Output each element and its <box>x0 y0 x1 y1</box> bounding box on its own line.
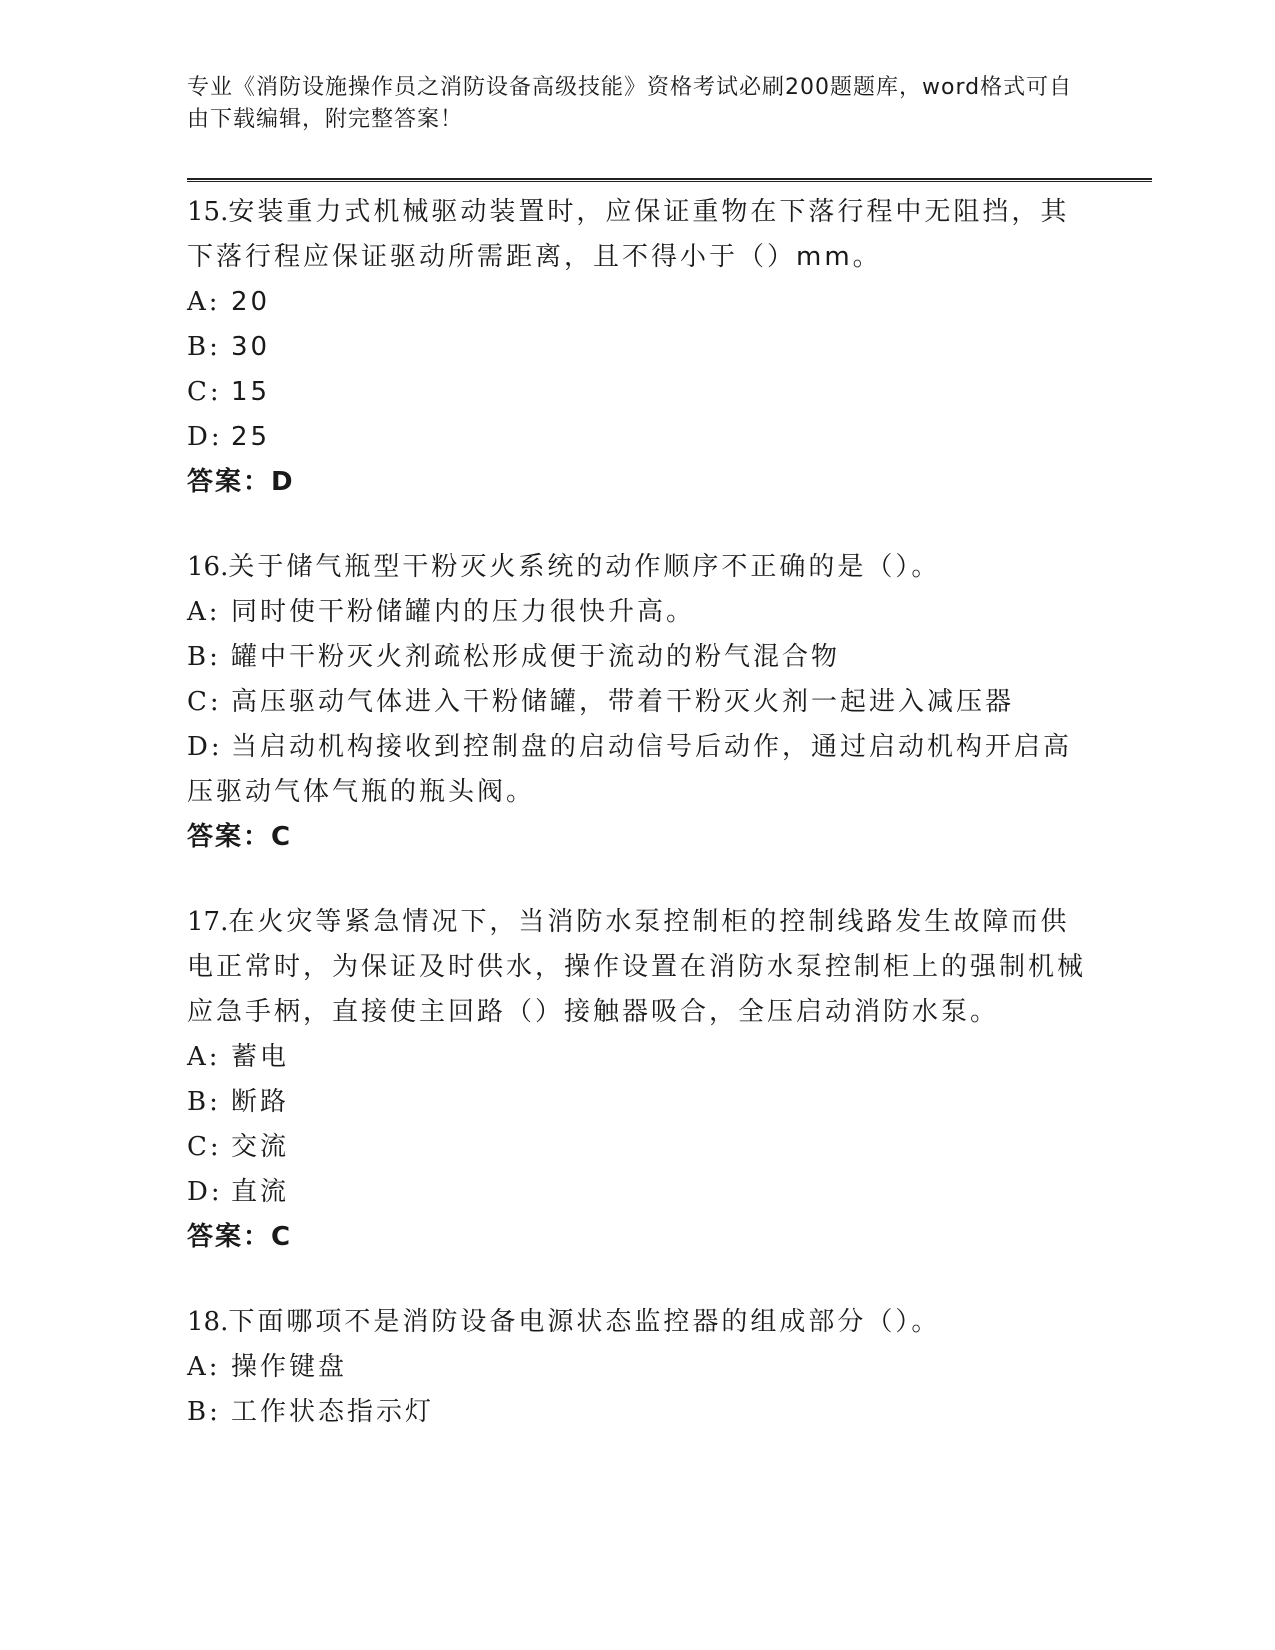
question-stem <box>187 1300 1087 1345</box>
answer-line: 答案：D <box>187 467 295 497</box>
question-number: 15. <box>187 197 229 227</box>
question-number: 18. <box>187 1307 229 1337</box>
option-text: 蓄电 <box>231 1042 290 1072</box>
question-number: 16. <box>187 552 229 582</box>
option-letter: D: <box>187 1177 223 1207</box>
option-a <box>187 590 1087 635</box>
option-text: 罐中干粉灭火剂疏松形成便于流动的粉气混合物 <box>231 642 841 672</box>
question-18 <box>187 1300 1087 1435</box>
option-letter: D: <box>187 422 223 452</box>
option-letter: B: <box>187 332 221 362</box>
question-15 <box>187 190 1087 505</box>
option-a <box>187 1345 1087 1390</box>
option-letter: A: <box>187 287 221 317</box>
option-letter: C: <box>187 687 222 717</box>
option-c <box>187 680 1087 725</box>
question-16 <box>187 545 1087 860</box>
question-17 <box>187 900 1087 1260</box>
question-text: 下面哪项不是消防设备电源状态监控器的组成部分（）。 <box>228 1307 941 1337</box>
option-text: 15 <box>231 377 271 407</box>
option-d <box>187 415 1087 460</box>
header-divider <box>187 178 1152 182</box>
question-text: 安装重力式机械驱动装置时，应保证重物在下落行程中无阻挡，其下落行程应保证驱动所需距离，且不得小于（）mm。 <box>187 197 1070 272</box>
document-header: 专业《消防设施操作员之消防设备高级技能》资格考试必刷200题题库，word格式可自由下载编辑，附完整答案！ <box>187 75 1073 132</box>
option-text: 当启动机构接收到控制盘的启动信号后动作，通过启动机构开启高压驱动气体气瓶的瓶头阀。 <box>187 732 1073 807</box>
option-letter: C: <box>187 377 222 407</box>
option-text: 25 <box>231 422 271 452</box>
option-text: 交流 <box>231 1132 290 1162</box>
option-d <box>187 1170 1087 1215</box>
option-text: 高压驱动气体进入干粉储罐，带着干粉灭火剂一起进入减压器 <box>231 687 1015 717</box>
answer-line: 答案：C <box>187 822 293 852</box>
option-text: 20 <box>231 287 271 317</box>
option-text: 操作键盘 <box>231 1352 348 1382</box>
option-a <box>187 280 1087 325</box>
option-b <box>187 1080 1087 1125</box>
option-letter: B: <box>187 642 221 672</box>
option-text: 同时使干粉储罐内的压力很快升高。 <box>231 597 696 627</box>
question-stem <box>187 190 1087 280</box>
option-a <box>187 1035 1087 1080</box>
option-letter: C: <box>187 1132 222 1162</box>
option-letter: B: <box>187 1087 221 1117</box>
option-letter: A: <box>187 1042 221 1072</box>
question-text: 关于储气瓶型干粉灭火系统的动作顺序不正确的是（）。 <box>228 552 941 582</box>
answer-line: 答案：C <box>187 1222 293 1252</box>
question-list <box>187 190 1087 1475</box>
option-letter: B: <box>187 1397 221 1427</box>
option-b <box>187 635 1087 680</box>
question-text: 在火灾等紧急情况下，当消防水泵控制柜的控制线路发生故障而供电正常时，为保证及时供水，操作设置在消防水泵控制柜上的强制机械应急手柄，直接使主回路（）接触器吸合，全压启动消防水泵。 <box>187 907 1087 1027</box>
question-stem <box>187 545 1087 590</box>
option-text: 工作状态指示灯 <box>231 1397 435 1427</box>
option-text: 直流 <box>231 1177 290 1207</box>
option-letter: A: <box>187 597 221 627</box>
option-letter: D: <box>187 732 223 762</box>
question-stem <box>187 900 1087 1035</box>
option-letter: A: <box>187 1352 221 1382</box>
option-b <box>187 325 1087 370</box>
option-text: 断路 <box>231 1087 290 1117</box>
option-c <box>187 370 1087 415</box>
option-b <box>187 1390 1087 1435</box>
option-d <box>187 725 1087 815</box>
option-text: 30 <box>231 332 271 362</box>
question-number: 17. <box>187 907 229 937</box>
option-c <box>187 1125 1087 1170</box>
